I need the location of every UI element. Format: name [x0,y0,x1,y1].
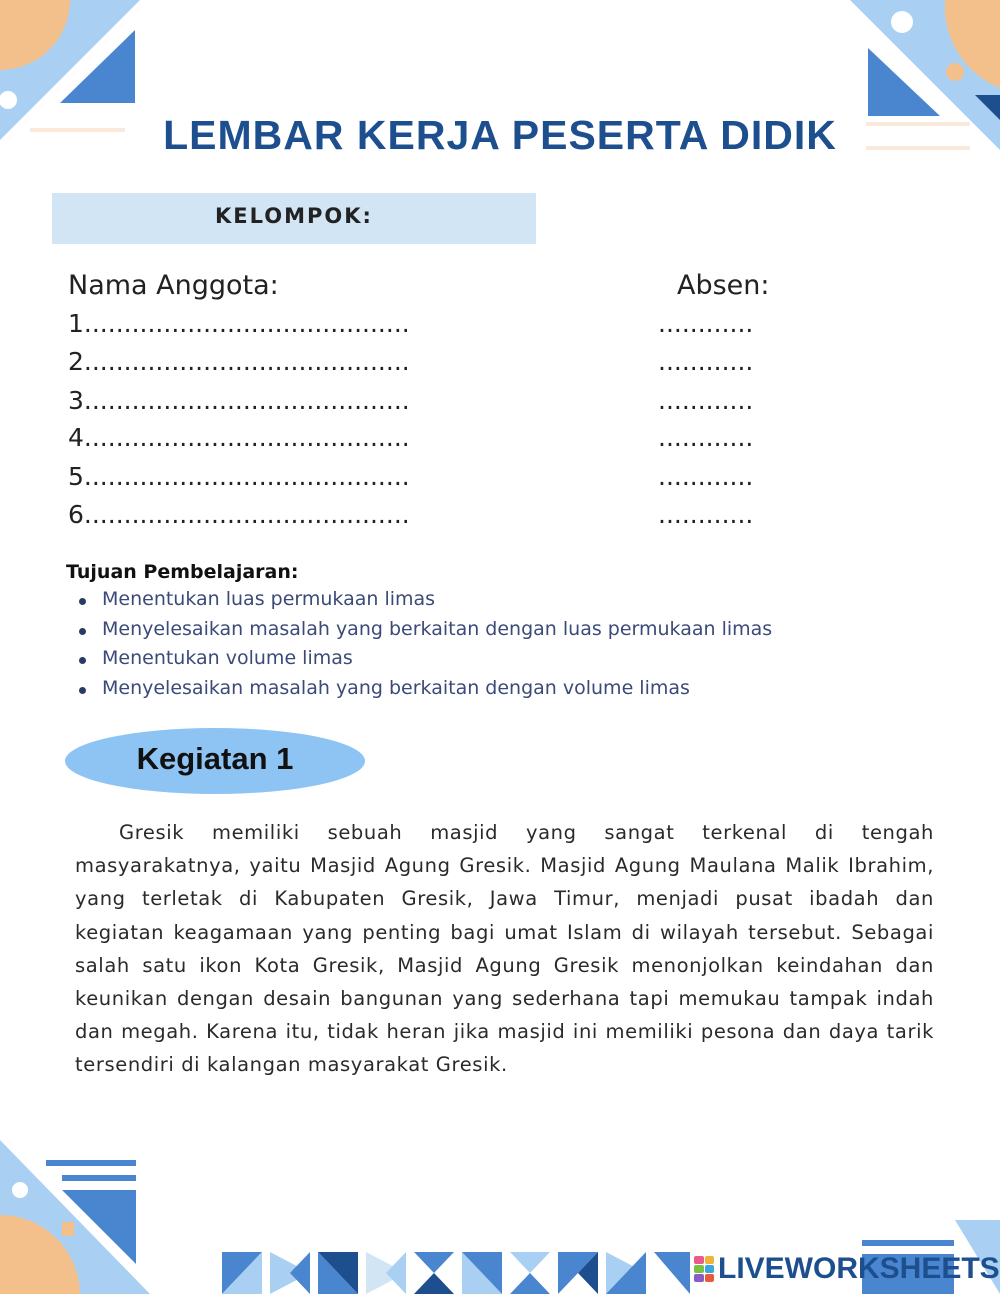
list-item [72,677,772,707]
liveworksheets-logo-icon [694,1256,714,1282]
absen-line-3[interactable]: ............ [658,386,754,415]
member-line-4[interactable]: 4......................................... [68,423,410,452]
member-line-2[interactable]: 2......................................... [68,347,410,376]
tujuan-heading: Tujuan Pembelajaran: [66,561,299,583]
kegiatan-label: Kegiatan 1 [136,741,294,776]
absen-line-1[interactable]: ............ [658,309,754,338]
absen-line-5[interactable]: ............ [658,462,754,491]
list-item-text: Menentukan volume limas [102,647,353,669]
list-item [72,647,772,677]
list-item-text: Menyelesaikan masalah yang berkaitan dengan luas permukaan limas [102,617,773,640]
list-item [72,618,772,648]
kelompok-label: KELOMPOK: [215,204,373,228]
absen-line-4[interactable]: ............ [658,423,754,452]
bullet-icon [79,687,86,694]
member-line-1[interactable]: 1......................................... [68,309,410,338]
list-item-text: Menyelesaikan masalah yang berkaitan dengan volume limas [102,676,690,699]
brand-name: LIVEWORKSHEETS [718,1252,1000,1285]
absen-line-2[interactable]: ............ [658,347,754,376]
page-title: LEMBAR KERJA PESERTA DIDIK [163,112,837,158]
absen-line-6[interactable]: ............ [658,500,754,529]
absen-header: Absen: [677,270,770,301]
bullet-icon [79,598,86,605]
bottom-strip-ornament [222,1252,690,1294]
tujuan-list [72,588,772,706]
member-line-6[interactable]: 6......................................... [68,500,410,529]
bullet-icon [79,657,86,664]
bullet-icon [79,628,86,635]
list-item-text: Menentukan luas permukaan limas [102,588,436,610]
member-line-5[interactable]: 5......................................... [68,462,410,491]
nama-anggota-header: Nama Anggota: [68,270,279,301]
kegiatan-badge [65,728,365,794]
liveworksheets-brand[interactable] [694,1251,1000,1287]
kegiatan-paragraph: Gresik memiliki sebuah masjid yang sangat terkenal di tengah masyarakatnya, yaitu Masjid Agung Gresik. Masjid Agung Maulana Malik Ibrahim, yang terletak di Kabupaten Gresik, Jawa Timur, menjadi pusat ibadah dan kegiatan keagamaan yang penting bagi umat Islam di wilayah tersebut. Sebagai salah satu ikon Kota Gresik, Masjid Agung Gresik menonjolkan keindahan dan keunikan dengan desain bangunan yang sederhana tapi memukau tampak indah dan megah. Karena itu, tidak heran jika masjid ini memiliki pesona dan daya tarik tersendiri di kalangan masyarakat Gresik. [75,821,934,1077]
list-item [72,588,772,618]
bottom-left-ornament [0,1140,150,1294]
kelompok-box [52,193,536,244]
member-line-3[interactable]: 3......................................... [68,386,410,415]
